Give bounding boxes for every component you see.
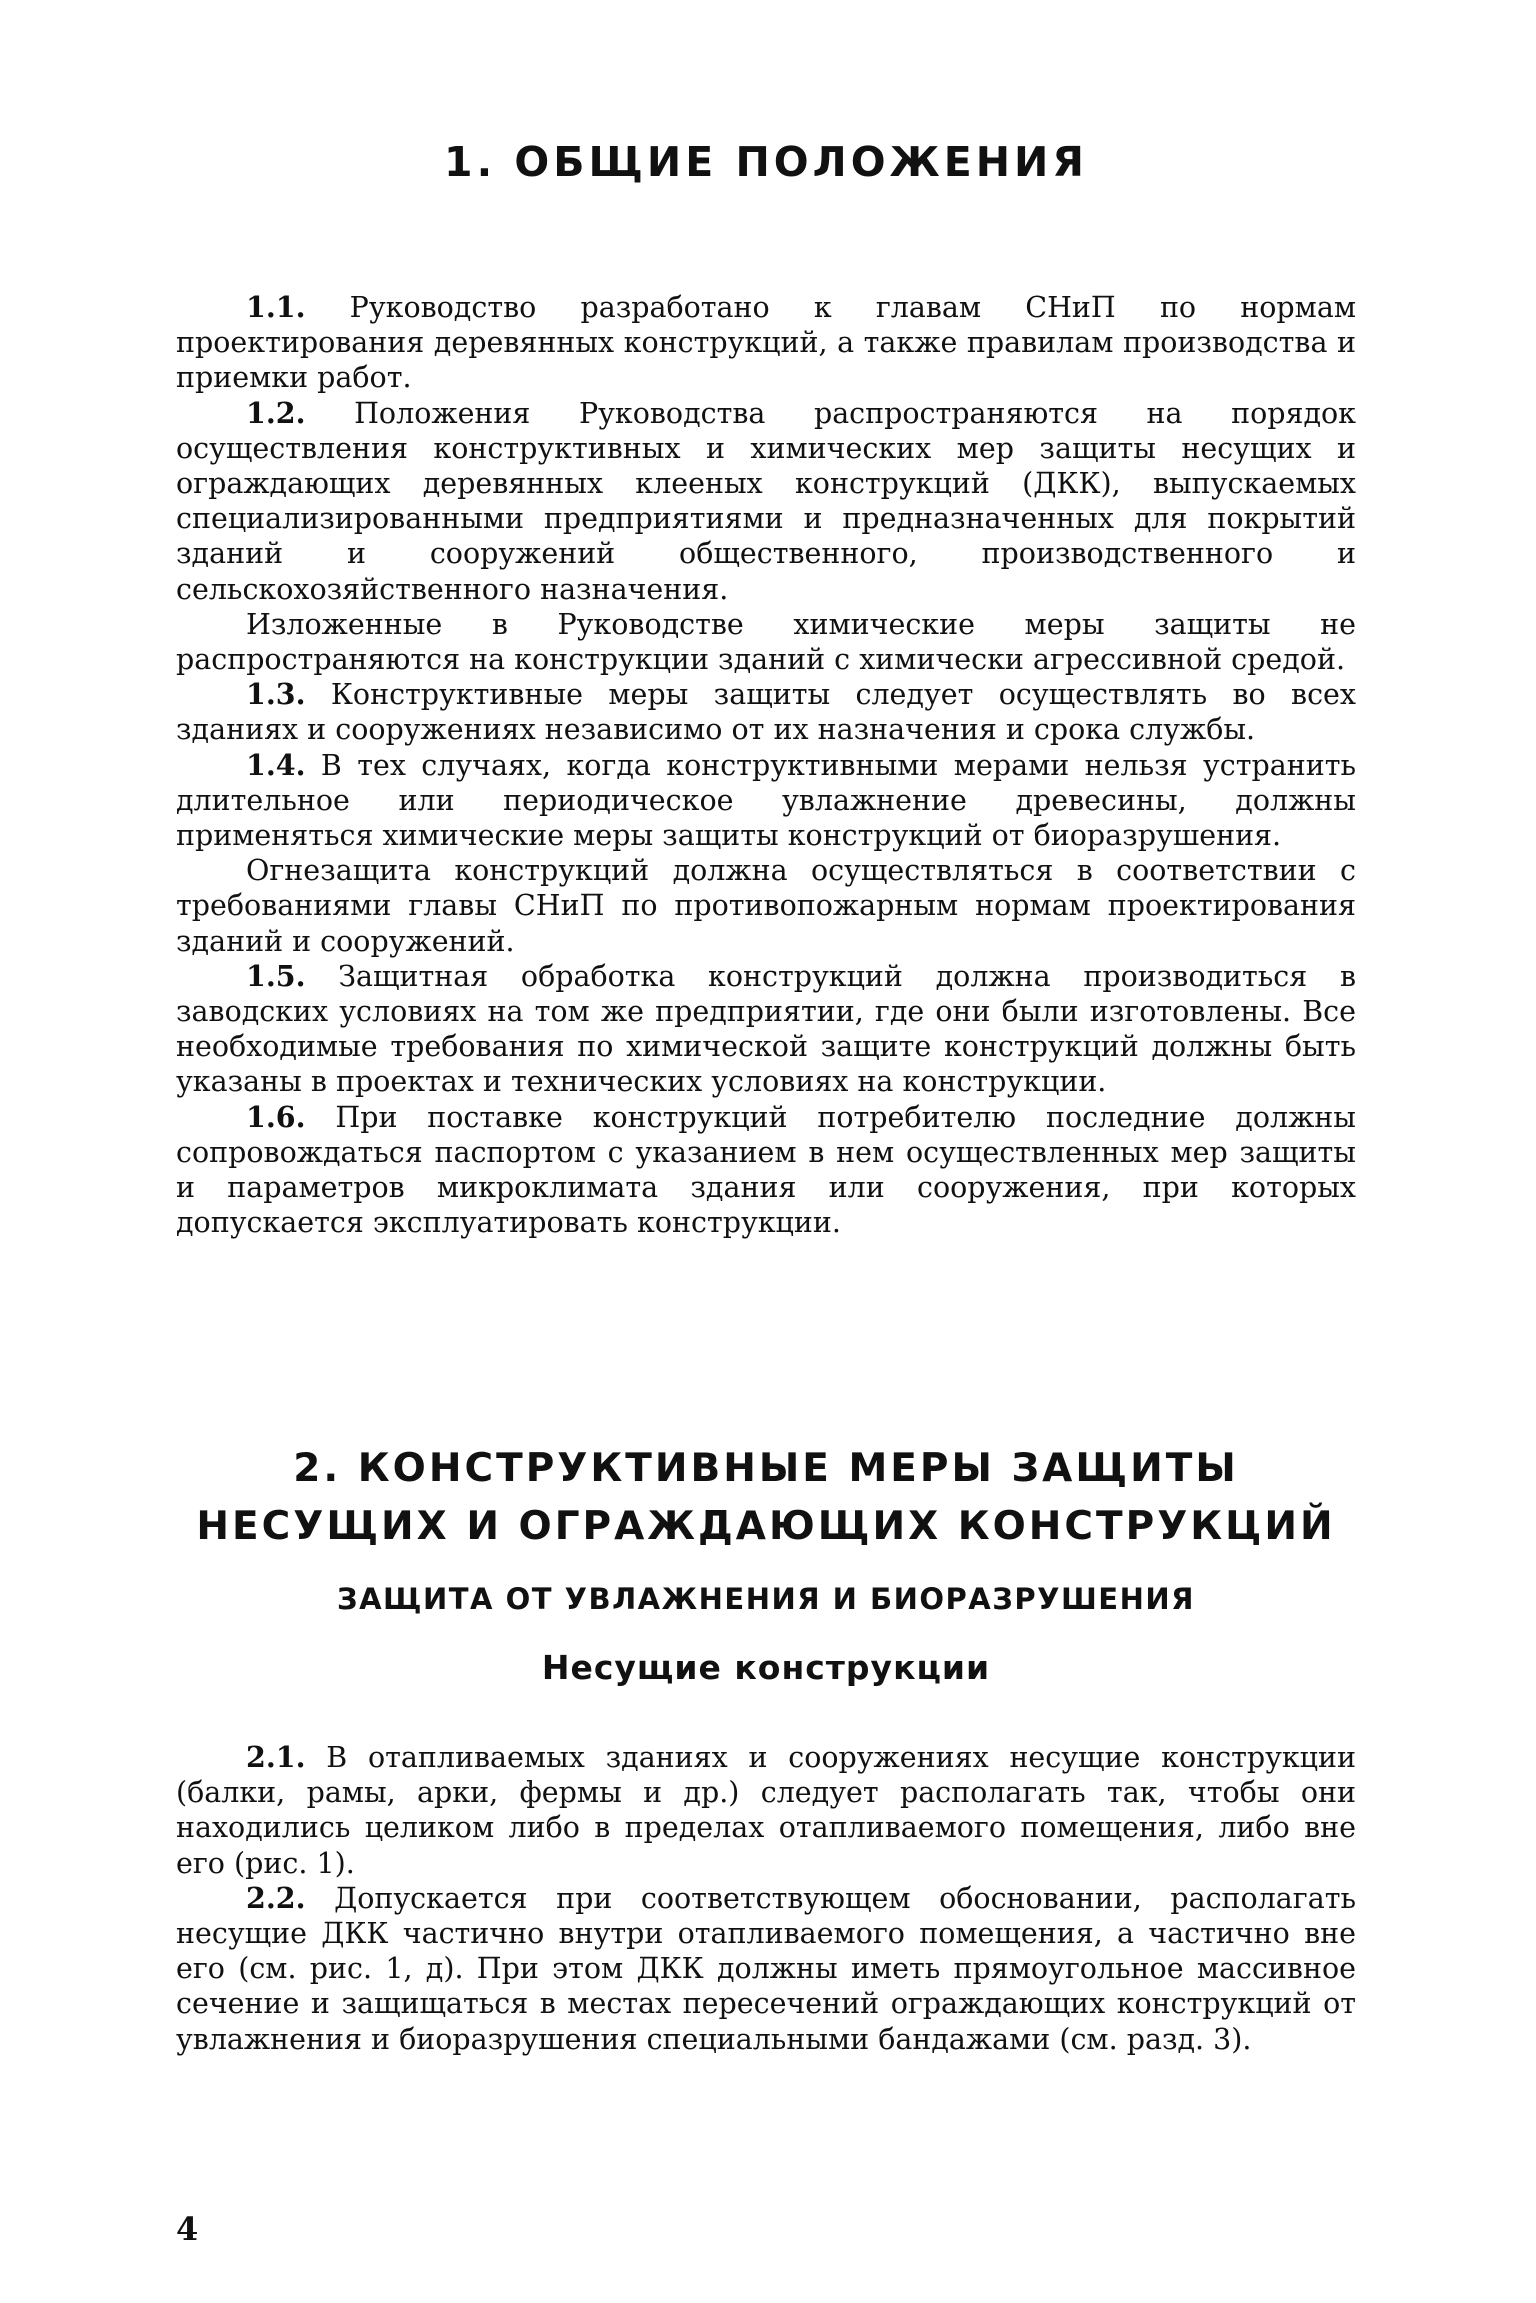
paragraph-1-2 bbox=[176, 396, 1356, 607]
section-2-title-line-1: 2. КОНСТРУКТИВНЫЕ МЕРЫ ЗАЩИТЫ bbox=[293, 1446, 1239, 1491]
paragraph-text: Изложенные в Руководстве химические меры защиты не распространяются на конструкции зданий с химически агрессивной средой. bbox=[176, 607, 1356, 677]
paragraph-2-1 bbox=[176, 1740, 1356, 1881]
paragraph-text: Конструктивные меры защиты следует осуществлять во всех зданиях и сооружениях независимо от их назначения и срока службы. bbox=[176, 678, 1356, 747]
paragraph-number: 1.1. bbox=[246, 290, 306, 324]
paragraph-1-3 bbox=[176, 677, 1356, 747]
section-1-body bbox=[176, 290, 1356, 1240]
section-2-body bbox=[176, 1740, 1356, 2057]
section-2-subtitle: ЗАЩИТА ОТ УВЛАЖНЕНИЯ И БИОРАЗРУШЕНИЯ bbox=[337, 1582, 1195, 1616]
paragraph-1-1 bbox=[176, 290, 1356, 396]
paragraph-2-2 bbox=[176, 1881, 1356, 2057]
paragraph-number: 1.3. bbox=[246, 677, 306, 712]
section-1-title: 1. ОБЩИЕ ПОЛОЖЕНИЯ bbox=[444, 138, 1088, 186]
paragraph-text: Огнезащита конструкций должна осуществляться в соответствии с требованиями главы СНиП по противопожарным нормам проектирования зданий и сооружений. bbox=[176, 854, 1356, 958]
section-2-subsubtitle: Несущие конструкции bbox=[541, 1648, 991, 1687]
section-2-title-line-2: НЕСУЩИХ И ОГРАЖДАЮЩИХ КОНСТРУКЦИЙ bbox=[196, 1504, 1336, 1549]
paragraph-text: Руководство разработано к главам СНиП по нормам проектирования деревянных конструкций, а также правилам производства и приемки работ. bbox=[176, 291, 1356, 395]
paragraph-number: 1.4. bbox=[246, 747, 306, 782]
paragraph-text: В отапливаемых зданиях и сооружениях несущие конструкции (балки, рамы, арки, фермы и др.) следует располагать так, чтобы они находились целиком либо в пределах отапливаемого помещения, либо вне его (рис. 1). bbox=[176, 1741, 1356, 1880]
paragraph-text: Положения Руководства распространяются на порядок осуществления конструктивных и химических мер защиты несущих и ограждающих деревянных клееных конструкций (ДКК), выпускаемых специализированными предприятиями и предназначенных для покрытий зданий и сооружений общественного, производственного и сельскохозяйственного назначения. bbox=[176, 396, 1356, 606]
paragraph-1-6 bbox=[176, 1100, 1356, 1241]
page-number: 4 bbox=[176, 2210, 199, 2248]
paragraph-text: Защитная обработка конструкций должна производиться в заводских условиях на том же предприятии, где они были изготовлены. Все необходимые требования по химической защите конструкций должны быть указаны в проектах и технических условиях на конструкции. bbox=[176, 959, 1356, 1099]
paragraph-text: В тех случаях, когда конструктивными мерами нельзя устранить длительное или периодическое увлажнение древесины, должны применяться химические меры защиты конструкций от биоразрушения. bbox=[176, 748, 1356, 853]
paragraph-1-4-note bbox=[176, 853, 1356, 959]
paragraph-number: 2.2. bbox=[246, 1880, 306, 1915]
paragraph-number: 1.6. bbox=[246, 1099, 306, 1134]
paragraph-text: При поставке конструкций потребителю последние должны сопровождаться паспортом с указанием в нем осуществленных мер защиты и параметров микроклимата здания или сооружения, при которых допускается эксплуатировать конструкции. bbox=[176, 1100, 1356, 1240]
section-2-title bbox=[176, 1440, 1356, 1556]
document-page bbox=[176, 0, 1356, 2303]
paragraph-number: 1.2. bbox=[246, 395, 306, 430]
paragraph-number: 2.1. bbox=[246, 1740, 306, 1774]
paragraph-1-4 bbox=[176, 748, 1356, 854]
paragraph-number: 1.5. bbox=[246, 958, 306, 993]
paragraph-1-5 bbox=[176, 959, 1356, 1100]
paragraph-text: Допускается при соответствующем обосновании, располагать несущие ДКК частично внутри отапливаемого помещения, а частично вне его (см. рис. 1, д). При этом ДКК должны иметь прямоугольное массивное сечение и защищаться в местах пересечений ограждающих конструкций от увлажнения и биоразрушения специальными бандажами (см. разд. 3). bbox=[176, 1881, 1356, 2056]
paragraph-1-2-note bbox=[176, 607, 1356, 677]
